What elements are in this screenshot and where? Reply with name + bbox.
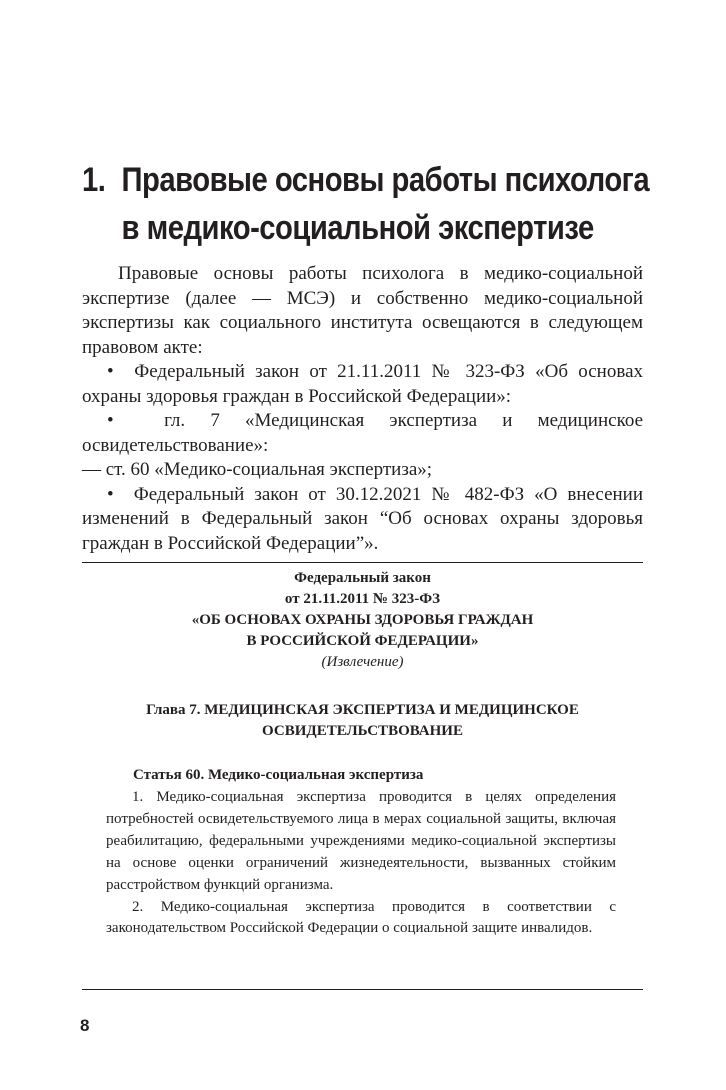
list-item: • Федеральный закон от 21.11.2011 № 323-ФЗ «Об основах охраны здоровья граждан в Российской Федерации»:	[82, 361, 644, 407]
article-body	[106, 787, 616, 940]
list-item: — ст. 60 «Медико-социальная экспертиза»;	[82, 459, 433, 480]
law-name-line-2: В РОССИЙСКОЙ ФЕДЕРАЦИИ»	[246, 633, 479, 649]
bullet-icon: •	[107, 483, 114, 505]
chapter-title-line-2: в медико-социальной экспертизе	[121, 209, 594, 247]
list-item: • Федеральный закон от 30.12.2021 № 482-ФЗ «О внесении изменений в Федеральный закон “Об основах охраны здоровья граждан в Российской Федерации”».	[82, 483, 644, 554]
chapter-title-line-1: Правовые основы работы психолога	[121, 161, 650, 199]
list-item: • гл. 7 «Медицинская экспертиза и медицинское освидетельствование»:	[82, 410, 644, 456]
intro-paragraph: Правовые основы работы психолога в медико-социальной экспертизе (далее — МСЭ) и собственно медико-социальной экспертизы как социального института освещаются в следующем правовом акте:	[82, 263, 643, 358]
intro-text	[82, 262, 643, 556]
chapter-heading	[82, 700, 643, 742]
page-number: 8	[80, 1016, 90, 1035]
divider-top	[82, 562, 643, 563]
law-title: Федеральный закон	[294, 570, 431, 586]
article-title: Статья 60. Медико-социальная экспертиза	[133, 767, 424, 783]
chapter-number: 1.	[82, 161, 106, 199]
chapter-heading-line-2: ОСВИДЕТЕЛЬСТВОВАНИЕ	[262, 723, 463, 739]
article-paragraph: 2. Медико-социальная экспертиза проводится в соответствии с законодательством Российской Федерации о социальной защите инвалидов.	[106, 898, 616, 937]
chapter-heading-line-1: Глава 7. МЕДИЦИНСКАЯ ЭКСПЕРТИЗА И МЕДИЦИНСКОЕ	[146, 702, 579, 718]
divider-bottom	[82, 989, 643, 990]
bullet-icon: •	[107, 410, 114, 431]
article-paragraph: 1. Медико-социальная экспертиза проводится в целях определения потребностей освидетельствуемого лица в мерах социальной защиты, включая реабилитацию, федеральными учреждениями медико-социальной экспертизы на основе оценки ограничений жизнедеятельности, вызванных стойким расстройством функций организма.	[106, 789, 616, 893]
law-heading	[82, 568, 643, 673]
law-name-line-1: «ОБ ОСНОВАХ ОХРАНЫ ЗДОРОВЬЯ ГРАЖДАН	[191, 612, 534, 628]
law-date-number: от 21.11.2011 № 323-ФЗ	[284, 591, 441, 607]
bullet-icon: •	[107, 361, 114, 382]
extract-note: (Извлечение)	[321, 654, 404, 670]
chapter-title	[82, 156, 650, 252]
